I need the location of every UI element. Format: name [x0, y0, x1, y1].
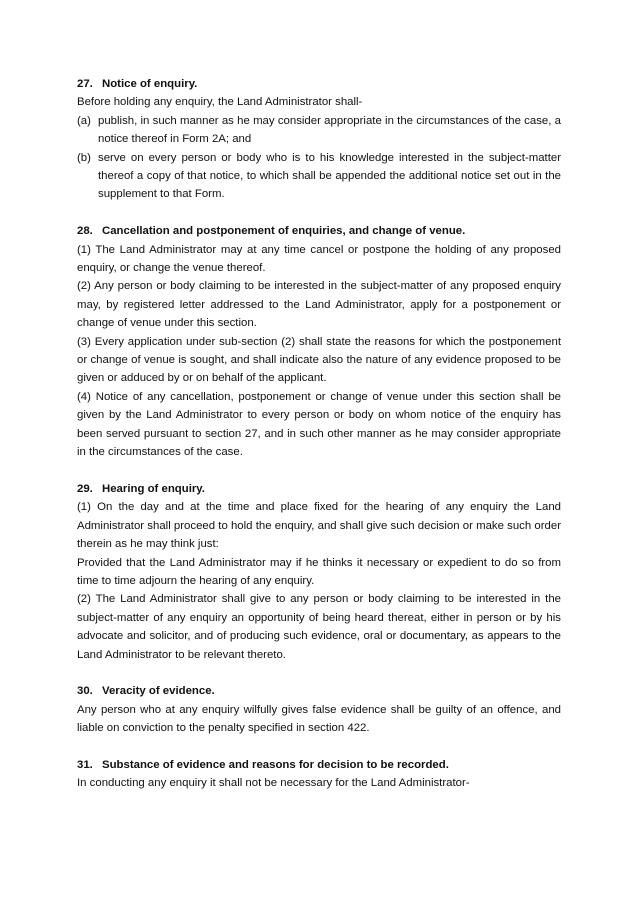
- paragraph: (3) Every application under sub-section (2) shall state the reasons for which the postponement or change of venue is sought, and shall indicate also the nature of any evidence proposed to be given or adduced by or on behalf of the applicant.: [77, 335, 561, 385]
- section-number: 28.: [77, 225, 93, 238]
- document-page: [77, 75, 561, 793]
- section-title: Substance of evidence and reasons for decision to be recorded.: [102, 758, 449, 771]
- section-heading: [77, 756, 561, 774]
- list-item: [77, 149, 561, 204]
- paragraph: (2) Any person or body claiming to be interested in the subject-matter of any proposed enquiry may, by registered letter addressed to the Land Administrator, apply for a postponement or change of venue under this section.: [77, 280, 561, 330]
- list-item: [77, 112, 561, 149]
- paragraph: Provided that the Land Administrator may if he thinks it necessary or expedient to do so from time to time adjourn the hearing of any enquiry.: [77, 556, 561, 587]
- section-30: [77, 682, 561, 737]
- list-item-text: publish, in such manner as he may consider appropriate in the circumstances of the case, a notice thereof in Form 2A; and: [98, 114, 561, 146]
- list-item-text: serve on every person or body who is to his knowledge interested in the subject-matter thereof a copy of that notice, to which shall be appended the additional notice set out in the supplement to that Form.: [98, 151, 561, 201]
- list-marker: (b): [77, 151, 91, 164]
- section-heading: [77, 480, 561, 498]
- section-heading: [77, 222, 561, 240]
- section-heading: [77, 75, 561, 93]
- section-title: Cancellation and postponement of enquiries, and change of venue.: [102, 225, 466, 238]
- section-number: 27.: [77, 78, 93, 90]
- paragraph: Any person who at any enquiry wilfully gives false evidence shall be guilty of an offence, and liable on conviction to the penalty specified in section 422.: [77, 703, 561, 735]
- paragraph: (1) The Land Administrator may at any time cancel or postpone the holding of any proposed enquiry, or change the venue thereof.: [77, 243, 561, 275]
- section-intro: Before holding any enquiry, the Land Administrator shall-: [77, 96, 363, 109]
- paragraph: (2) The Land Administrator shall give to any person or body claiming to be interested in the subject-matter of any enquiry an opportunity of being heard thereat, either in person or by his advocate and solicitor, and of producing such evidence, oral or documentary, as appears to the Land Administrator to be relevant thereto.: [77, 593, 561, 661]
- section-number: 31.: [77, 758, 93, 771]
- paragraph: (1) On the day and at the time and place fixed for the hearing of any enquiry the Land Administrator shall proceed to hold the enquiry, and shall give such decision or make such order therein as he may think just:: [77, 501, 561, 551]
- section-title: Hearing of enquiry.: [102, 482, 205, 495]
- paragraph: In conducting any enquiry it shall not be necessary for the Land Administrator-: [77, 777, 470, 790]
- list-marker: (a): [77, 114, 91, 127]
- section-29: [77, 480, 561, 664]
- section-28: [77, 222, 561, 461]
- paragraph: (4) Notice of any cancellation, postponement or change of venue under this section shall be given by the Land Administrator to every person or body on whom notice of the enquiry has been served pursuant to section 27, and in such other manner as he may consider appropriate in the circumstances of the case.: [77, 390, 561, 459]
- section-number: 30.: [77, 685, 93, 698]
- section-31: [77, 756, 561, 793]
- section-title: Notice of enquiry.: [102, 78, 198, 90]
- section-27: [77, 75, 561, 204]
- section-number: 29.: [77, 482, 93, 495]
- section-heading: [77, 682, 561, 700]
- section-title: Veracity of evidence.: [102, 685, 215, 698]
